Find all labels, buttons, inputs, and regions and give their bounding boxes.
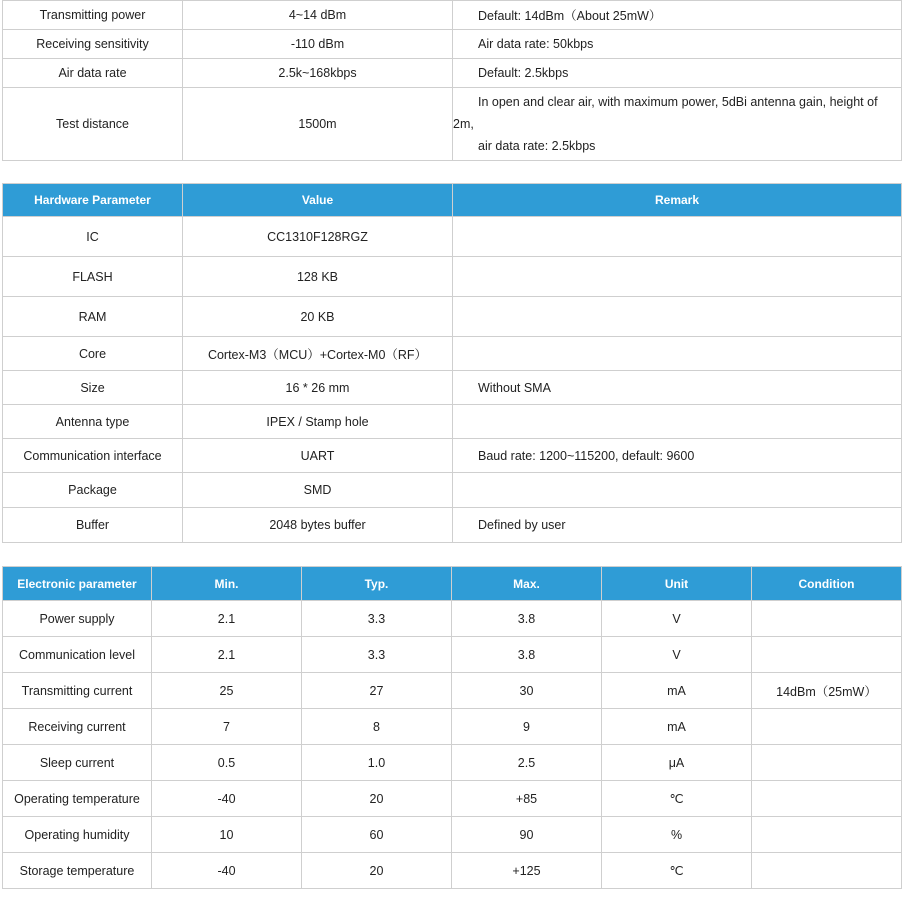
remark-line: In open and clear air, with maximum power, 5dBi antenna gain, height of — [478, 95, 878, 109]
param-cell: Antenna type — [3, 405, 183, 439]
remark-line: 2m, — [453, 117, 474, 131]
param-cell: Buffer — [3, 508, 183, 543]
min-cell: 0.5 — [152, 745, 302, 781]
value-cell: Cortex-M3（MCU）+Cortex-M0（RF） — [183, 337, 453, 371]
column-header: Condition — [752, 567, 902, 601]
typ-cell: 8 — [302, 709, 452, 745]
typ-cell: 60 — [302, 817, 452, 853]
table-row — [3, 473, 902, 508]
condition-cell — [752, 781, 902, 817]
value-cell: 20 KB — [183, 297, 453, 337]
min-cell: -40 — [152, 853, 302, 889]
remark-cell — [453, 257, 902, 297]
max-cell: 90 — [452, 817, 602, 853]
table-row — [3, 88, 902, 161]
column-header: Max. — [452, 567, 602, 601]
max-cell: 9 — [452, 709, 602, 745]
remark-cell — [453, 337, 902, 371]
value-cell: CC1310F128RGZ — [183, 217, 453, 257]
table-row — [3, 673, 902, 709]
min-cell: 7 — [152, 709, 302, 745]
min-cell: 2.1 — [152, 637, 302, 673]
remark-cell: Defined by user — [453, 508, 902, 543]
typ-cell: 3.3 — [302, 637, 452, 673]
condition-cell — [752, 745, 902, 781]
value-cell: 128 KB — [183, 257, 453, 297]
table-row — [3, 781, 902, 817]
typ-cell: 20 — [302, 781, 452, 817]
column-header: Hardware Parameter — [3, 184, 183, 217]
unit-cell: μA — [602, 745, 752, 781]
param-cell: Communication interface — [3, 439, 183, 473]
condition-cell — [752, 637, 902, 673]
param-cell: Communication level — [3, 637, 152, 673]
table-row — [3, 337, 902, 371]
column-header: Min. — [152, 567, 302, 601]
table-row — [3, 217, 902, 257]
param-cell: Transmitting power — [3, 1, 183, 30]
remark-cell — [453, 405, 902, 439]
unit-cell: ℃ — [602, 853, 752, 889]
param-cell: Storage temperature — [3, 853, 152, 889]
column-header: Typ. — [302, 567, 452, 601]
table-row — [3, 745, 902, 781]
remark-cell — [453, 217, 902, 257]
param-cell: Test distance — [3, 88, 183, 161]
table-row — [3, 601, 902, 637]
remark-cell — [453, 297, 902, 337]
param-cell: Transmitting current — [3, 673, 152, 709]
param-cell: Air data rate — [3, 59, 183, 88]
param-cell: RAM — [3, 297, 183, 337]
min-cell: 2.1 — [152, 601, 302, 637]
remark-cell: Baud rate: 1200~115200, default: 9600 — [453, 439, 902, 473]
table-row — [3, 853, 902, 889]
param-cell: FLASH — [3, 257, 183, 297]
max-cell: +85 — [452, 781, 602, 817]
param-cell: Operating temperature — [3, 781, 152, 817]
rf-parameter-table — [2, 0, 902, 161]
table-row — [3, 30, 902, 59]
value-cell: 16 * 26 mm — [183, 371, 453, 405]
value-cell: -110 dBm — [183, 30, 453, 59]
max-cell: 3.8 — [452, 601, 602, 637]
max-cell: +125 — [452, 853, 602, 889]
value-cell: 2.5k~168kbps — [183, 59, 453, 88]
condition-cell: 14dBm（25mW） — [752, 673, 902, 709]
param-cell: Receiving current — [3, 709, 152, 745]
unit-cell: V — [602, 601, 752, 637]
remark-cell — [453, 88, 902, 161]
typ-cell: 3.3 — [302, 601, 452, 637]
condition-cell — [752, 817, 902, 853]
column-header: Electronic parameter — [3, 567, 152, 601]
value-cell: UART — [183, 439, 453, 473]
table-header-row — [3, 567, 902, 601]
unit-cell: V — [602, 637, 752, 673]
param-cell: Size — [3, 371, 183, 405]
unit-cell: % — [602, 817, 752, 853]
electronic-parameter-table — [2, 566, 902, 889]
value-cell: SMD — [183, 473, 453, 508]
column-header: Value — [183, 184, 453, 217]
column-header: Remark — [453, 184, 902, 217]
max-cell: 30 — [452, 673, 602, 709]
condition-cell — [752, 601, 902, 637]
param-cell: Package — [3, 473, 183, 508]
table-header-row — [3, 184, 902, 217]
unit-cell: ℃ — [602, 781, 752, 817]
param-cell: Receiving sensitivity — [3, 30, 183, 59]
value-cell: 4~14 dBm — [183, 1, 453, 30]
param-cell: Sleep current — [3, 745, 152, 781]
max-cell: 3.8 — [452, 637, 602, 673]
table-row — [3, 297, 902, 337]
remark-cell: Without SMA — [453, 371, 902, 405]
column-header: Unit — [602, 567, 752, 601]
condition-cell — [752, 853, 902, 889]
condition-cell — [752, 709, 902, 745]
table-row — [3, 637, 902, 673]
value-cell: IPEX / Stamp hole — [183, 405, 453, 439]
table-row — [3, 257, 902, 297]
param-cell: Core — [3, 337, 183, 371]
remark-cell: Default: 14dBm（About 25mW） — [453, 1, 902, 30]
remark-cell — [453, 473, 902, 508]
typ-cell: 1.0 — [302, 745, 452, 781]
table-row — [3, 709, 902, 745]
table-row — [3, 508, 902, 543]
remark-cell: Air data rate: 50kbps — [453, 30, 902, 59]
typ-cell: 20 — [302, 853, 452, 889]
table-row — [3, 439, 902, 473]
table-row — [3, 817, 902, 853]
max-cell: 2.5 — [452, 745, 602, 781]
table-row — [3, 371, 902, 405]
min-cell: -40 — [152, 781, 302, 817]
remark-line: air data rate: 2.5kbps — [478, 139, 596, 153]
table-row — [3, 1, 902, 30]
param-cell: IC — [3, 217, 183, 257]
param-cell: Power supply — [3, 601, 152, 637]
value-cell: 1500m — [183, 88, 453, 161]
typ-cell: 27 — [302, 673, 452, 709]
min-cell: 10 — [152, 817, 302, 853]
hardware-parameter-table — [2, 183, 902, 543]
min-cell: 25 — [152, 673, 302, 709]
table-row — [3, 59, 902, 88]
table-row — [3, 405, 902, 439]
param-cell: Operating humidity — [3, 817, 152, 853]
unit-cell: mA — [602, 673, 752, 709]
unit-cell: mA — [602, 709, 752, 745]
remark-cell: Default: 2.5kbps — [453, 59, 902, 88]
value-cell: 2048 bytes buffer — [183, 508, 453, 543]
